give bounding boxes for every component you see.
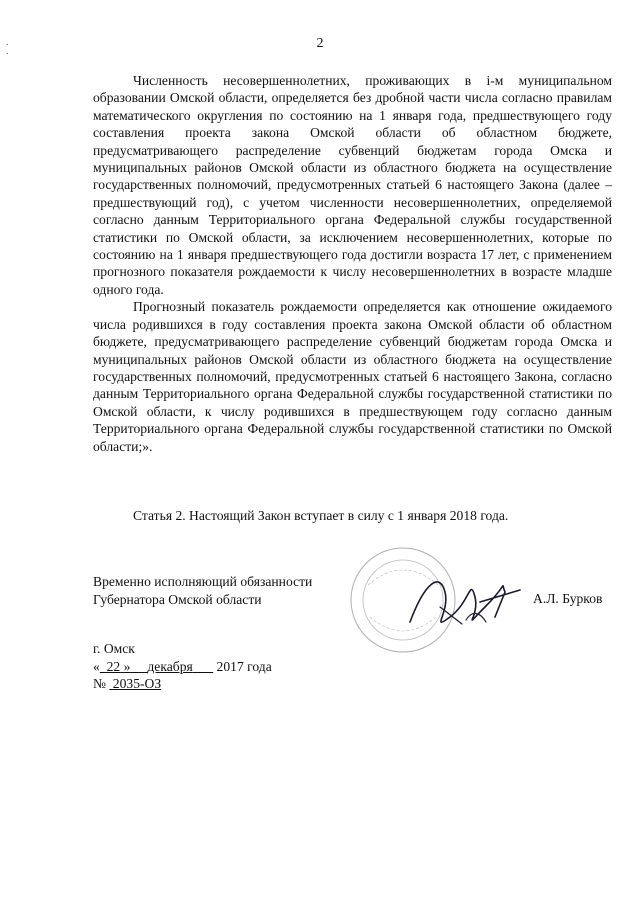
date-day: 22 xyxy=(106,658,121,674)
signatory-position xyxy=(93,573,312,608)
page-number: 2 xyxy=(316,36,324,51)
position-line-1: Временно исполняющий обязанности xyxy=(93,574,313,589)
paragraph-minors-count: Численность несовершеннолетних, проживающих в i-м муниципальном образовании Омской области, определяется без дробной части числа согласно правилам математического округления по состоянию на 1 января года, предшествующего году составления проекта закона Омской области об областном бюджете, предусматривающего распределение субвенций бюджетам города Омска и муниципальных районов Омской области из областного бюджета на осуществление государственных полномочий, предусмотренных статьей 6 настоящего Закона (далее – предшествующий год), с учетом численности несовершеннолетних, определяемой согласно данным Территориального органа Федеральной службы государственной статистики по Омской области, за исключением несовершеннолетних, которые по состоянию на 1 января предшествующего года достигли возраста 17 лет, с применением прогнозного показателя рождаемости к числу несовершеннолетних в возрасте младше одного года. xyxy=(93,73,612,297)
scan-mark: . . xyxy=(6,37,9,57)
position-line-2: Губернатора Омской области xyxy=(93,591,262,607)
document-footer xyxy=(93,640,272,693)
paragraph-birth-rate: Прогнозный показатель рождаемости определяется как отношение ожидаемого числа родившихся в году составления проекта закона Омской области об областном бюджете, предусматривающего распределение субвенций бюджетам города Омска и муниципальных районов Омской области из областного бюджета на осуществление государственных полномочий, предусмотренных статьей 6 настоящего Закона, согласно данным Территориального органа Федеральной службы государственной статистики по Омской области, к числу родившихся в предшествующем году согласно данным Территориального органа Федеральной службы государственной статистики по Омской области;». xyxy=(93,299,612,454)
law-number: № 2035-ОЗ xyxy=(93,676,162,691)
article-2: Статья 2. Настоящий Закон вступает в силу с 1 января 2018 года. xyxy=(133,508,509,523)
handwritten-signature xyxy=(400,562,530,642)
signing-date: « 22 » декабря 2017 года xyxy=(93,658,272,674)
city: г. Омск xyxy=(93,641,135,656)
date-month: декабря xyxy=(147,658,193,674)
signatory-name: А.Л. Бурков xyxy=(533,591,603,606)
date-year: 2017 года xyxy=(216,658,272,674)
document-body xyxy=(93,72,612,455)
